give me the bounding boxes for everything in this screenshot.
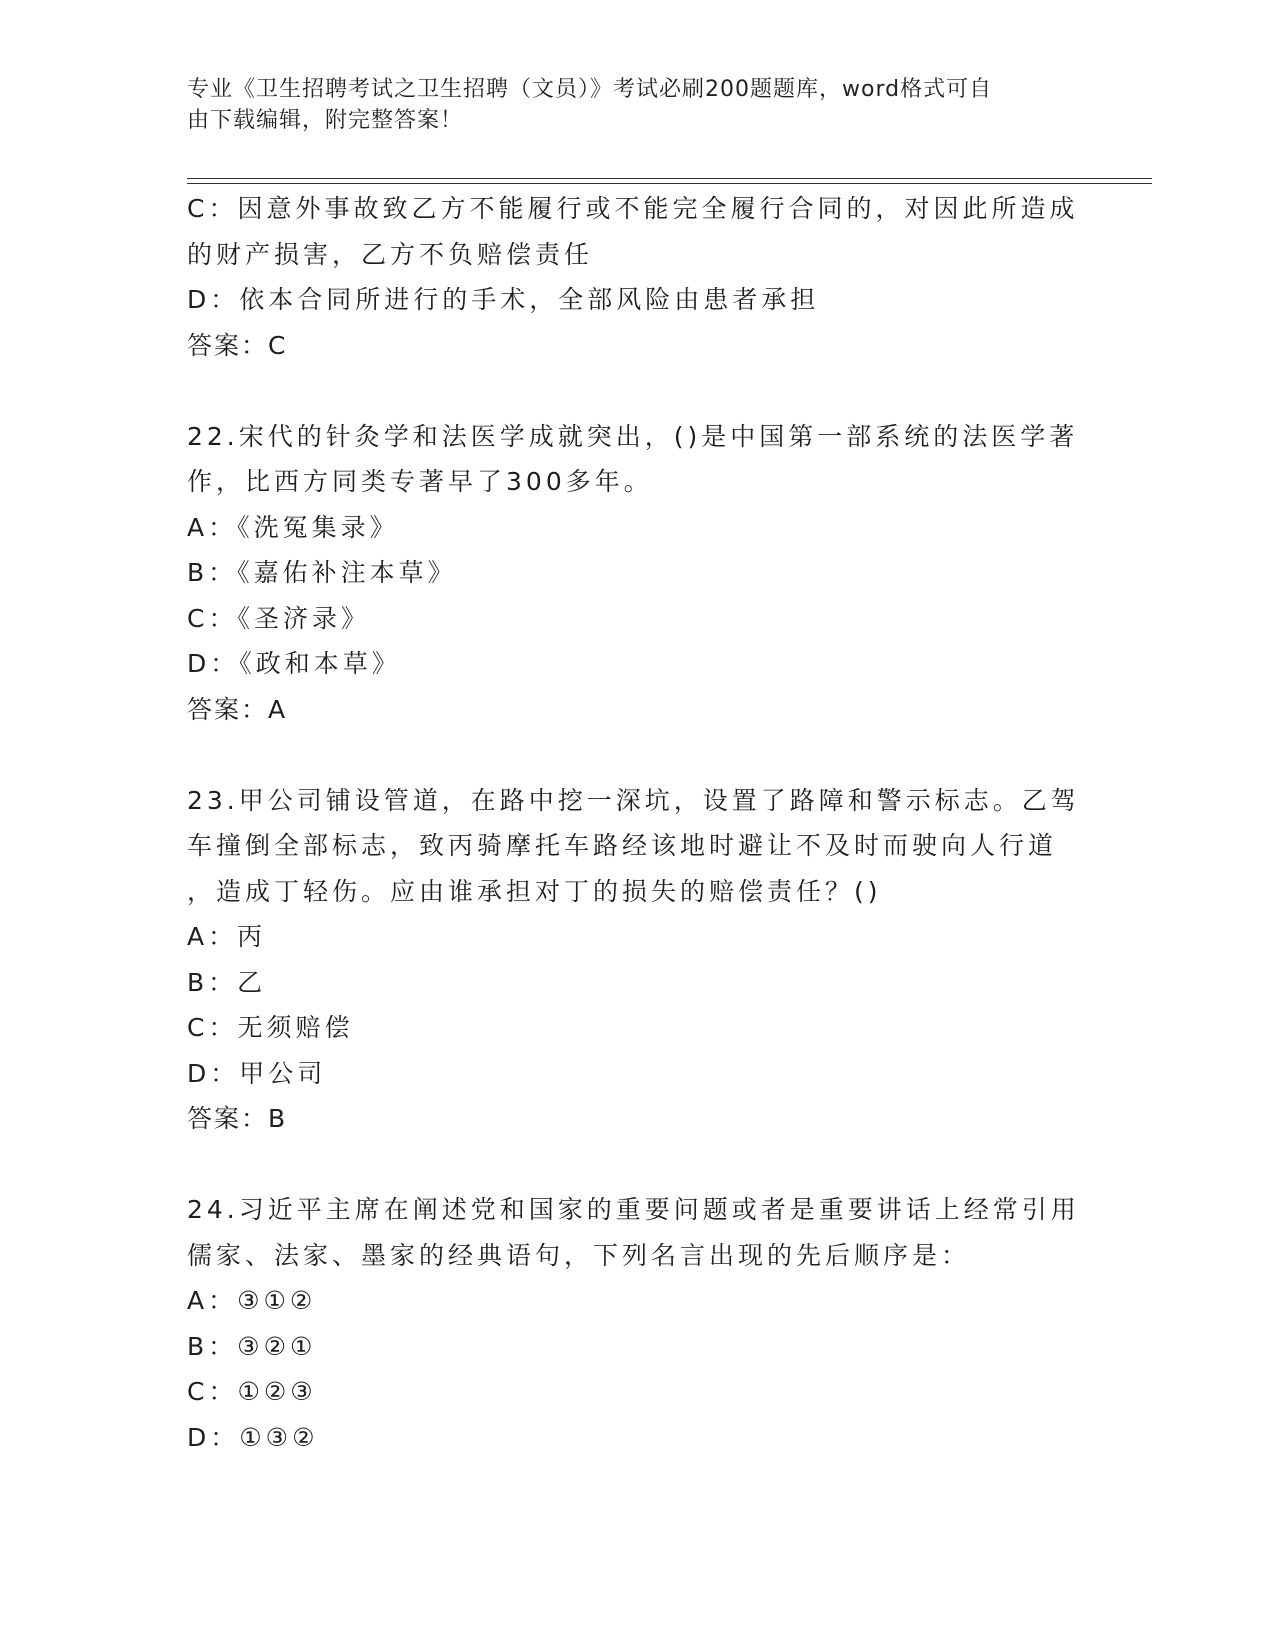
option-c-continued: 的财产损害，乙方不负赔偿责任 xyxy=(187,239,594,269)
header-rule-top xyxy=(187,178,1152,179)
header-line-2: 由下载编辑，附完整答案！ xyxy=(187,108,464,133)
answer-line: 答案：B xyxy=(187,1104,288,1133)
question-21-tail xyxy=(187,186,1082,368)
question-stem: 22.宋代的针灸学和法医学成就突出，()是中国第一部系统的法医学著 xyxy=(187,421,1079,451)
question-stem: 23.甲公司铺设管道，在路中挖一深坑，设置了路障和警示标志。乙驾 xyxy=(187,785,1080,815)
option-d: D：依本合同所进行的手术，全部风险由患者承担 xyxy=(187,285,820,314)
header-line-1: 专业《卫生招聘考试之卫生招聘（文员）》考试必刷200题题库，word格式可自 xyxy=(187,77,993,102)
spacer xyxy=(187,368,1082,414)
option-c: C：①②③ xyxy=(187,1377,317,1406)
question-stem-continued: 作，比西方同类专著早了300多年。 xyxy=(187,467,653,496)
question-stem-continued: ，造成丁轻伤。应由谁承担对丁的损失的赔偿责任？() xyxy=(187,876,882,906)
document-header xyxy=(187,74,1067,136)
option-d: D：《政和本草》 xyxy=(187,649,401,678)
question-stem: 24.习近平主席在阐述党和国家的重要问题或者是重要讲话上经常引用 xyxy=(187,1195,1080,1224)
option-c: C：无须赔偿 xyxy=(187,1013,354,1042)
option-a: A：③①② xyxy=(187,1286,317,1315)
spacer xyxy=(187,732,1082,778)
option-b: B：《嘉佑补注本草》 xyxy=(187,558,457,587)
header-rule-bottom xyxy=(187,183,1152,184)
option-d: D：甲公司 xyxy=(187,1058,327,1088)
option-d: D：①③② xyxy=(187,1422,319,1452)
question-stem-continued: 车撞倒全部标志，致丙骑摩托车路经该地时避让不及时而驶向人行道 xyxy=(187,831,1058,860)
answer-line: 答案：C xyxy=(187,330,288,360)
option-b: B：乙 xyxy=(187,967,267,997)
option-c: C：因意外事故致乙方不能履行或不能完全履行合同的，对因此所造成 xyxy=(187,194,1079,223)
option-a: A：丙 xyxy=(187,922,267,951)
answer-line: 答案：A xyxy=(187,694,288,724)
option-c: C：《圣济录》 xyxy=(187,603,370,633)
document-body xyxy=(187,186,1082,1460)
option-a: A：《洗冤集录》 xyxy=(187,512,399,542)
question-24 xyxy=(187,1187,1082,1460)
spacer xyxy=(187,1142,1082,1188)
question-stem-continued: 儒家、法家、墨家的经典语句，下列名言出现的先后顺序是： xyxy=(187,1240,971,1270)
question-23 xyxy=(187,778,1082,1142)
option-b: B：③②① xyxy=(187,1331,317,1361)
question-22 xyxy=(187,414,1082,733)
